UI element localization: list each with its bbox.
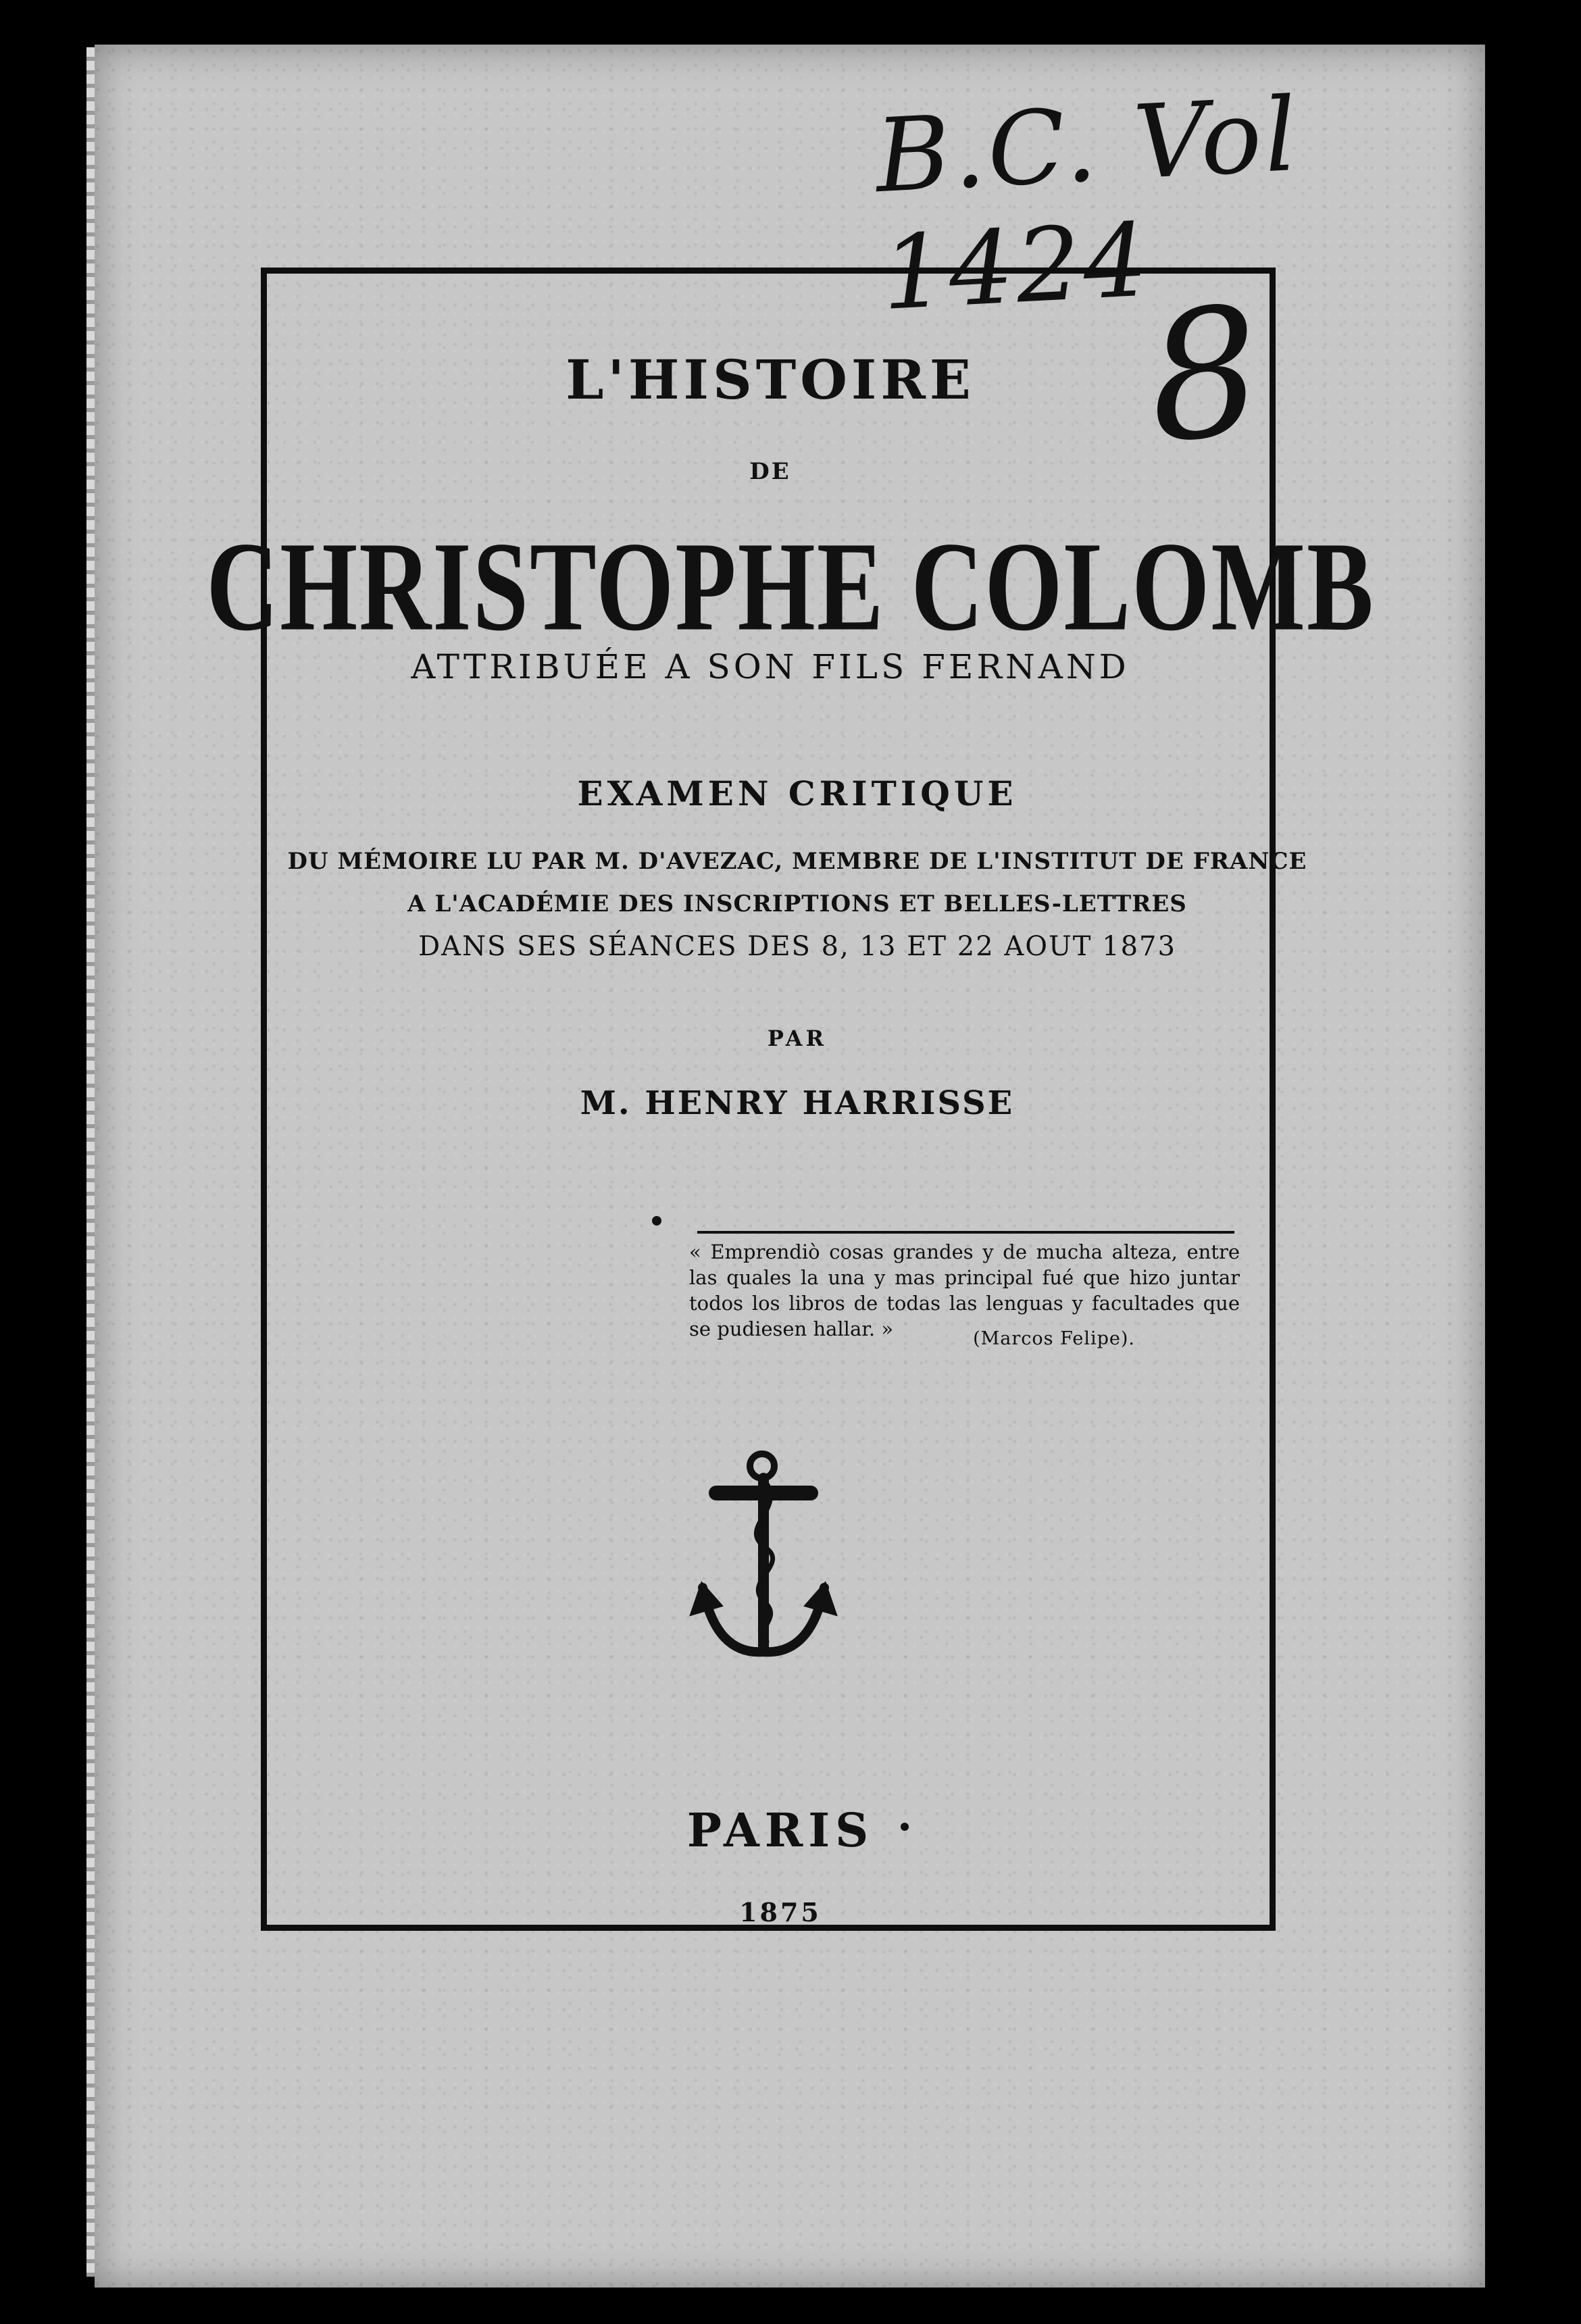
epigraph-rule	[697, 1231, 1234, 1234]
epigraph-source: (Marcos Felipe).	[973, 1328, 1135, 1349]
title-de: DE	[749, 458, 791, 485]
subtitle-line-3: DANS SES SÉANCES DES 8, 13 ET 22 AOUT 1873	[418, 931, 1176, 962]
anchor-icon	[689, 1446, 838, 1669]
epigraph-text: « Emprendiò cosas grandes y de mucha alteza, entre las quales la una y mas principal fué que hizo juntar todos los libros de todas las lenguas y facultades que se pudiesen hallar. »	[689, 1240, 1240, 1340]
subtitle-line-1: DU MÉMOIRE LU PAR M. D'AVEZAC, MEMBRE DE L'INSTITUT DE FRANCE	[287, 848, 1307, 875]
handwritten-mark: 8	[1138, 268, 1271, 483]
ink-speck	[901, 1823, 909, 1831]
ink-speck	[652, 1216, 661, 1226]
handwritten-call-number: B.C. Vol 1424	[872, 76, 1303, 333]
subtitle-line-2: A L'ACADÉMIE DES INSCRIPTIONS ET BELLES-LETTRES	[407, 890, 1187, 917]
imprint-year: 1875	[739, 1897, 822, 1927]
byline-par: PAR	[767, 1026, 828, 1051]
main-title: CHRISTOPHE COLOMB	[206, 515, 1375, 658]
imprint-city: PARIS	[686, 1804, 874, 1858]
title-attribution: ATTRIBUÉE A SON FILS FERNAND	[411, 647, 1130, 686]
subtitle-heading: EXAMEN CRITIQUE	[577, 774, 1018, 813]
author-name: M. HENRY HARRISSE	[580, 1084, 1015, 1122]
title-pre: L'HISTOIRE	[566, 348, 975, 411]
